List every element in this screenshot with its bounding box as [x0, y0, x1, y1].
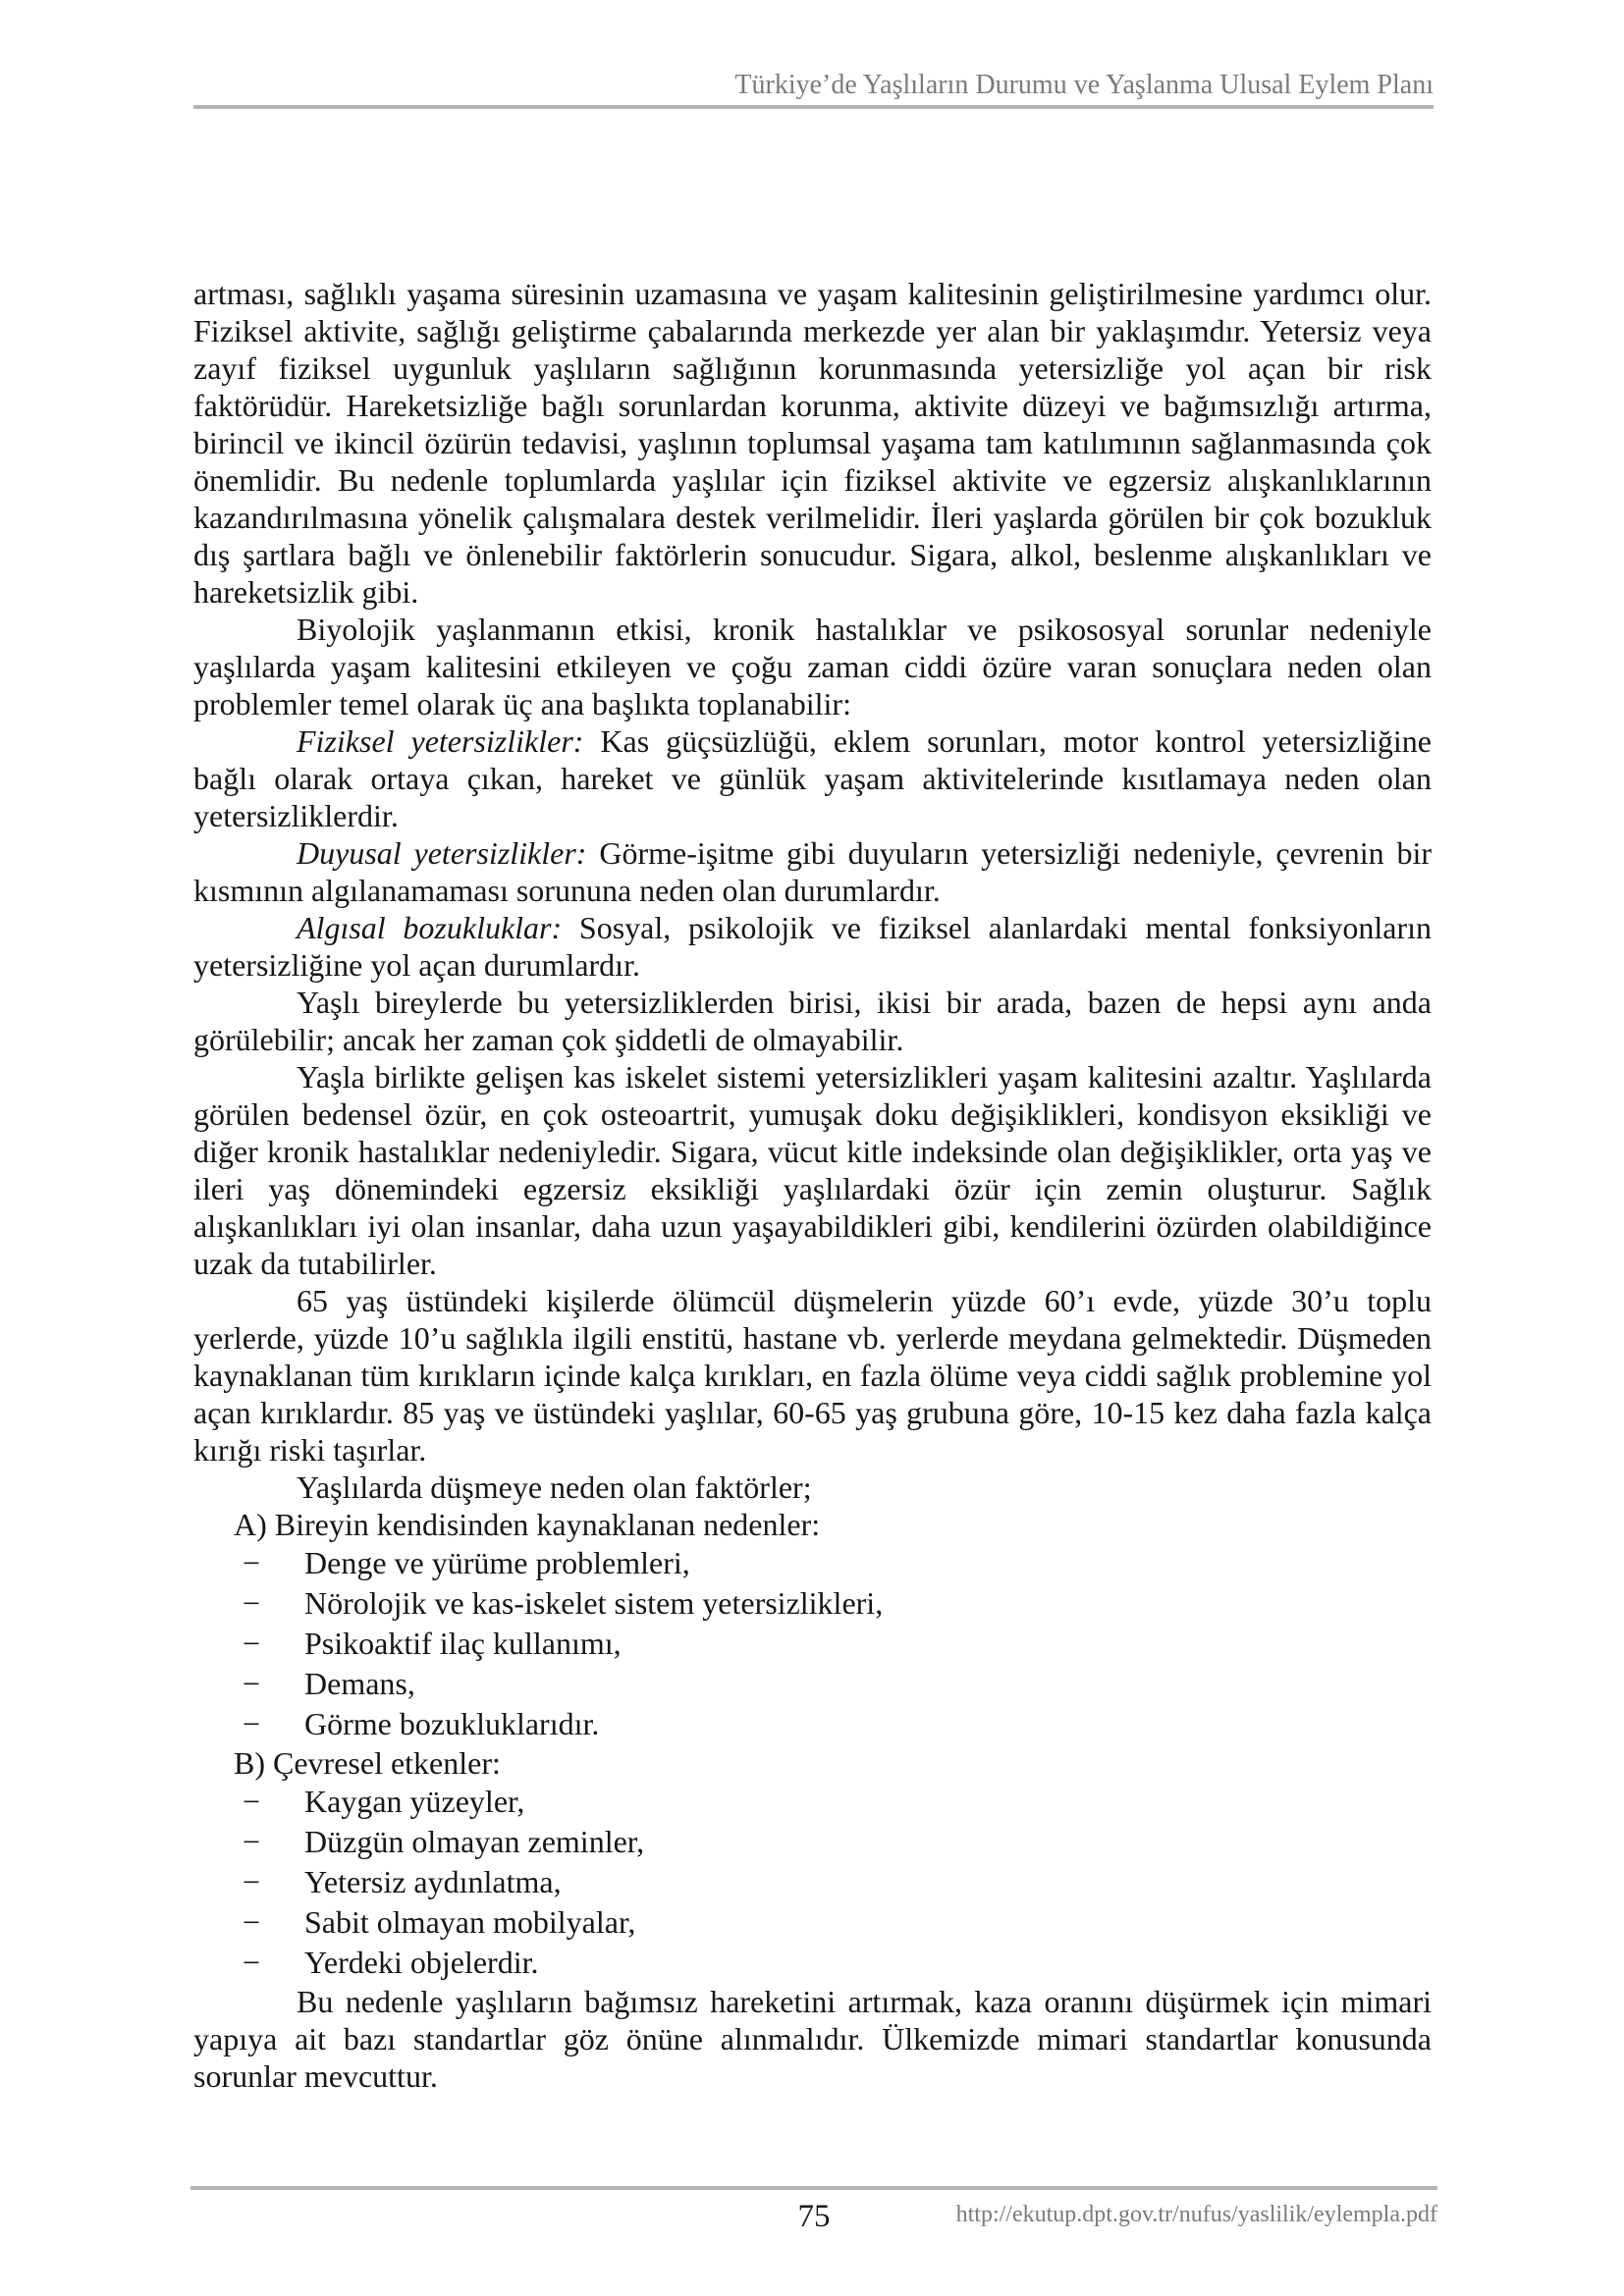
list-item-label: Sabit olmayan mobilyalar,	[304, 1904, 636, 1940]
page-footer	[190, 2186, 1437, 2244]
paragraph-algisal-bozukluklar	[193, 909, 1432, 984]
list-item-label: Düzgün olmayan zeminler,	[304, 1824, 645, 1859]
source-url: http://ekutup.dpt.gov.tr/nufus/yaslilik/eylempla.pdf	[955, 2202, 1437, 2227]
dash-bullet: −	[243, 1666, 261, 1701]
dash-bullet: −	[243, 1904, 261, 1940]
list-item-label: Yetersiz aydınlatma,	[304, 1864, 562, 1899]
dash-bullet: −	[243, 1626, 261, 1661]
bullet-list-a	[193, 1543, 1432, 1744]
dash-bullet: −	[243, 1864, 261, 1899]
list-item	[193, 1943, 1432, 1983]
list-item	[193, 1862, 1432, 1902]
list-item-label: Kaygan yüzeyler,	[304, 1784, 525, 1819]
footer-row	[190, 2199, 1437, 2244]
definition-term-duyusal: Duyusal yetersizlikler:	[297, 835, 587, 871]
body-text	[193, 275, 1432, 2095]
paragraph-fiziksel-yetersizlikler	[193, 722, 1432, 834]
definition-text-duyusal: Görme-işitme gibi duyuların yetersizliği nedeniyle, çevrenin bir kısmının algılanamaması sorununa neden olan durumlardır.	[193, 835, 1433, 908]
list-item	[193, 1704, 1432, 1744]
list-a-heading: A) Bireyin kendisinden kaynaklanan nedenler:	[234, 1507, 821, 1542]
list-item	[193, 1624, 1432, 1664]
paragraph-yasli-bireylerde: Yaşlı bireylerde bu yetersizliklerden birisi, ikisi bir arada, bazen de hepsi aynı anda görülebilir; ancak her zaman çok şiddetli de olmayabilir.	[193, 985, 1432, 1057]
paragraph-continuation: artması, sağlıklı yaşama süresinin uzamasına ve yaşam kalitesinin geliştirilmesine yardımcı olur. Fiziksel aktivite, sağlığı geliştirme çabalarında merkezde yer alan bir yaklaşımdır. Yetersiz veya zayıf fiziksel uygunluk yaşlıların sağlığının korunmasında yetersizliğe yol açan bir risk faktörüdür. Hareketsizliğe bağlı sorunlardan korunma, aktivite düzeyi ve bağımsızlığı artırma, birincil ve ikincil özürün tedavisi, yaşlının toplumsal yaşama tam katılımının sağlanmasında çok önemlidir. Bu nedenle toplumlarda yaşlılar için fiziksel aktivite ve egzersiz alışkanlıklarının kazandırılmasına yönelik çalışmalara destek verilmelidir. İleri yaşlarda görülen bir çok bozukluk dış şartlara bağlı ve önlenebilir faktörlerin sonucudur. Sigara, alkol, beslenme alışkanlıkları ve hareketsizlik gibi.	[193, 276, 1432, 610]
bullet-list-b	[193, 1782, 1432, 1983]
definition-term-fiziksel: Fiziksel yetersizlikler:	[297, 723, 584, 759]
dash-bullet: −	[243, 1545, 261, 1580]
list-item-label: Yerdeki objelerdir.	[304, 1945, 539, 1980]
list-item-label: Demans,	[304, 1666, 415, 1701]
paragraph-65-yas: 65 yaş üstündeki kişilerde ölümcül düşmelerin yüzde 60’ı evde, yüzde 30’u toplu yerlerde, yüzde 10’u sağlıkla ilgili enstitü, hastane vb. yerlerde meydana gelmektedir. Düşmeden kaynaklanan tüm kırıkların içinde kalça kırıkları, en fazla ölüme veya ciddi sağlık problemine yol açan kırıklardır. 85 yaş ve üstündeki yaşlılar, 60-65 yaş grubuna göre, 10-15 kez daha fazla kalça kırığı riski taşırlar.	[193, 1283, 1432, 1468]
paragraph-dusme-faktorleri-lead: Yaşlılarda düşmeye neden olan faktörler;	[297, 1469, 812, 1505]
paragraph-yasla-birlikte: Yaşla birlikte gelişen kas iskelet sistemi yetersizlikleri yaşam kalitesini azaltır. Yaşlılarda görülen bedensel özür, en çok osteoartrit, yumuşak doku değişiklikleri, kondisyon eksikliği ve diğer kronik hastalıklar nedeniyledir. Sigara, vücut kitle indeksinde olan değişiklikler, orta yaş ve ileri yaş dönemindeki egzersiz eksikliği yaşlılardaki özür için zemin oluşturur. Sağlık alışkanlıkları iyi olan insanlar, daha uzun yaşayabildikleri gibi, kendilerini özürden olabildiğince uzak da tutabilirler.	[193, 1059, 1432, 1281]
list-item	[193, 1782, 1432, 1822]
dash-bullet: −	[243, 1706, 261, 1741]
definition-text-algisal: Sosyal, psikolojik ve fiziksel alanlardaki mental fonksiyonların yetersizliğine yol açan durumlardır.	[193, 910, 1433, 983]
definition-term-algisal: Algısal bozukluklar:	[297, 910, 563, 945]
running-header-title: Türkiye’de Yaşlıların Durumu ve Yaşlanma Ulusal Eylem Planı	[734, 70, 1434, 100]
list-b-heading: B) Çevresel etkenler:	[234, 1745, 501, 1781]
dash-bullet: −	[243, 1945, 261, 1980]
list-item	[193, 1543, 1432, 1583]
paragraph-biyolojik: Biyolojik yaşlanmanın etkisi, kronik hastalıklar ve psikososyal sorunlar nedeniyle yaşlılarda yaşam kalitesini etkileyen ve çoğu zaman ciddi özüre varan sonuçlara neden olan problemler temel olarak üç ana başlıkta toplanabilir:	[193, 612, 1432, 721]
list-item-label: Denge ve yürüme problemleri,	[304, 1545, 690, 1580]
dash-bullet: −	[243, 1824, 261, 1859]
list-item-label: Psikoaktif ilaç kullanımı,	[304, 1626, 622, 1661]
list-item	[193, 1664, 1432, 1704]
list-item	[193, 1583, 1432, 1624]
list-item	[193, 1822, 1432, 1862]
page-header	[193, 0, 1434, 109]
list-item-label: Nörolojik ve kas-iskelet sistem yetersizlikleri,	[304, 1585, 884, 1621]
definition-text-fiziksel: Kas güçsüzlüğü, eklem sorunları, motor kontrol yetersizliğine bağlı olarak ortaya çıkan, hareket ve günlük yaşam aktivitelerinde kısıtlamaya neden olan yetersizliklerdir.	[193, 723, 1433, 833]
paragraph-bu-nedenle: Bu nedenle yaşlıların bağımsız hareketini artırmak, kaza oranını düşürmek için mimari yapıya ait bazı standartlar göz önüne alınmalıdır. Ülkemizde mimari standartlar konusunda sorunlar mevcuttur.	[193, 1984, 1432, 2094]
header-rule	[193, 105, 1434, 109]
dash-bullet: −	[243, 1784, 261, 1819]
page-number: 75	[797, 2199, 831, 2234]
paragraph-duyusal-yetersizlikler	[193, 834, 1432, 909]
list-item	[193, 1902, 1432, 1943]
footer-rule	[190, 2186, 1437, 2190]
dash-bullet: −	[243, 1585, 261, 1621]
list-item-label: Görme bozukluklarıdır.	[304, 1706, 600, 1741]
